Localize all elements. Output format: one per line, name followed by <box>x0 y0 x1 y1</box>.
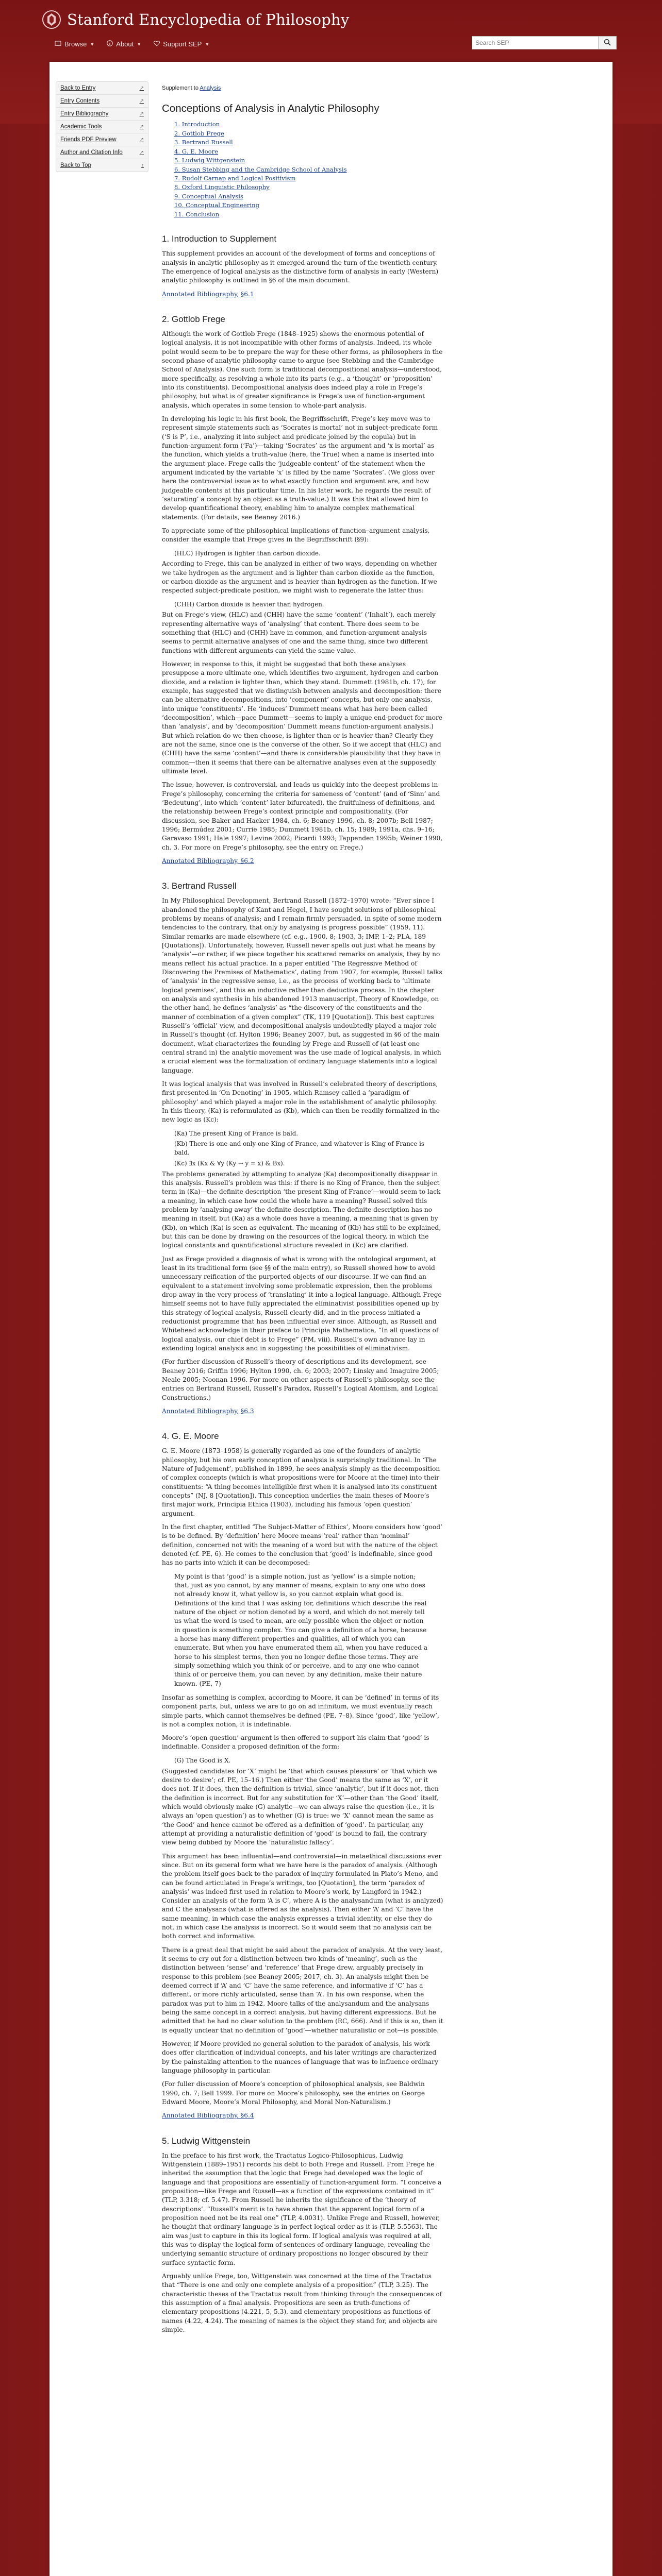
top-navigation <box>51 37 213 51</box>
bibliography-link[interactable]: Annotated Bibliography, §6.2 <box>162 857 254 865</box>
paragraph: Although the work of Gottlob Frege (1848–1925) shows the enormous potential of logical analysis, it is not incompatible with other forms of analysis. Indeed, its whole point would seem to be to prepare the way for these other forms, as philosophers in the second phase of analytic philosophy came to argue (see Stebbing and the Cambridge School of Analysis). One such form is traditional decompositional analysis—understood, more specifically, as resolving a whole into its parts (e.g., a ‘thought’ or ‘proposition’ into its constituents). Decompositional analysis does indeed play a role in Frege’s philosophy, but what is of greater significance is Frege’s use of function-argument analysis, which operates in some tension to whole-part analysis. <box>162 330 443 409</box>
toc-link[interactable]: 6. Susan Stebbing and the Cambridge School of Analysis <box>174 165 347 173</box>
toc-link[interactable]: 3. Bertrand Russell <box>174 139 233 146</box>
example-sentence: (CHH) Carbon dioxide is heavier than hydrogen. <box>174 600 324 608</box>
supplement-link[interactable]: Analysis <box>200 85 221 91</box>
arrow-icon: ↗ <box>139 111 144 117</box>
toc-item <box>174 210 443 218</box>
search-button[interactable] <box>598 36 617 49</box>
section-heading-moore: 4. G. E. Moore <box>162 1431 219 1442</box>
sidebar-item-author-citation[interactable] <box>56 146 148 159</box>
sidebar-item-friends-pdf[interactable] <box>56 133 148 146</box>
bibliography-link[interactable]: Annotated Bibliography, §6.3 <box>162 1407 254 1415</box>
chevron-down-icon: ▼ <box>137 41 142 47</box>
arrow-icon: ↗ <box>139 149 144 156</box>
section-heading-russell: 3. Bertrand Russell <box>162 881 237 891</box>
toc-link[interactable]: 8. Oxford Linguistic Philosophy <box>174 183 270 191</box>
toc-item <box>174 156 443 164</box>
section-heading-wittgenstein: 5. Ludwig Wittgenstein <box>162 2136 251 2146</box>
supplement-prefix: Supplement to <box>162 85 198 91</box>
bibliography-link[interactable]: Annotated Bibliography, §6.4 <box>162 2112 254 2120</box>
sidebar-item-label: Friends PDF Preview <box>60 137 117 143</box>
sidebar-item-label: Back to Top <box>60 162 91 168</box>
section-heading-frege: 2. Gottlob Frege <box>162 314 225 324</box>
site-header <box>41 9 621 36</box>
paragraph: Moore’s ‘open question’ argument is then offered to support his claim that ‘good’ is indefinable. Consider a proposed definition of the form: <box>162 1734 429 1751</box>
toc-item <box>174 147 443 156</box>
toc-item <box>174 183 443 191</box>
example-formula: (Kc) ∃x (Kx & ∀y (Ky → y = x) & Bx). <box>174 1159 285 1167</box>
supplement-line <box>162 84 443 93</box>
paragraph: However, if Moore provided no general solution to the paradox of analysis, his work does offer clarification of individual concepts, and his later writings are characterized by the painstaking attention to the nuances of language that was to influence ordinary language philosophy in particular. <box>162 2040 438 2075</box>
paragraph: To appreciate some of the philosophical implications of function–argument analysis, consider the example that Frege gives in the Begriffsschrift (§9): <box>162 527 430 544</box>
toc-link[interactable]: 4. G. E. Moore <box>174 147 219 155</box>
toc-item <box>174 165 443 174</box>
toc-link[interactable]: 7. Rudolf Carnap and Logical Positivism <box>174 174 296 182</box>
section-heading-intro: 1. Introduction to Supplement <box>162 234 277 244</box>
paragraph: Insofar as something is complex, according to Moore, it can be ‘defined’ in terms of its component parts, but, unless we are to go on ad infinitum, we must eventually reach simple parts, which cannot themselves be defined (PE, 7–8). Since ‘good’, like ‘yellow’, is not a complex notion, it is indefinable. <box>162 1693 439 1728</box>
paragraph: In the preface to his first work, the Tractatus Logico-Philosophicus, Ludwig Wittgenstein (1889–1951) records his debt to both Frege and Russell. From Frege he inherited the assumption that the logic that Frege had developed was the logic of language and that propositions are essentially of function-argument form. “I conceive a proposition—like Frege and Russell—as a function of the expressions contained in it” (TLP, 3.318; cf. 5.47). From Russell he inherits the significance of the ‘theory of descriptions’. “Russell’s merit is to have shown that the apparent logical form of a proposition need not be its real one” (TLP, 4.0031). Unlike Frege and Russell, however, he thought that ordinary language is in perfect logical order as it is (TLP, 5.5563). The aim was just to capture in this its logical form. If logical analysis was required at all, this was to display the logical form of sentences of ordinary language, revealing the underlying semantic structure of ordinary propositions no longer obscured by their surface syntactic form. <box>162 2151 442 2266</box>
paragraph: This argument has been influential—and controversial—in metaethical discussions ever since. But on its general form what we have here is the paradox of analysis. (Although the problem itself goes back to the paradox of inquiry formulated in Plato’s Meno, and can be found articulated in Frege’s writings, too [Quotation], the term ‘paradox of analysis’ was indeed first used in relation to Moore’s work, by Langford in 1942.) Consider an analysis of the form ‘A is C’, where A is the analysandum (what is analyzed) and C the analysans (what is offered as the analysis). Then either ‘A’ and ‘C’ have the same meaning, in which case the analysis expresses a trivial identity, or else they do not, in which case the analysis is incorrect. So it would seem that no analysis can be both correct and informative. <box>162 1852 443 1940</box>
paragraph: G. E. Moore (1873–1958) is generally regarded as one of the founders of analytic philosophy, but his own early conception of analysis is surprisingly traditional. In ‘The Nature of Judgement’, published in 1899, he sees analysis simply as the decomposition of complex concepts (which is what propositions were for Moore at the time) into their constituents: “A thing becomes intelligible first when it is analysed into its constituent concepts” (NJ, 8 [Quotation]). This conception underlies the main theses of Moore’s first major work, Principia Ethica (1903), including his famous ‘open question’ argument. <box>162 1447 440 1517</box>
example-sentence: (G) The Good is X. <box>174 1756 231 1764</box>
paragraph: But on Frege’s view, (HLC) and (CHH) have the same ‘content’ (‘Inhalt’), each merely representing alternative ways of ‘analysing’ that content. There does seem to be something that (HLC) and (CHH) have in common, and function-argument analysis seems to permit alternative analyses of one and the same thing, since two different functions with different arguments can yield the same value. <box>162 611 436 654</box>
paragraph: In developing his logic in his first book, the Begriffsschrift, Frege’s key move was to represent simple statements such as ‘Socrates is mortal’ not in subject-predicate form (‘S is P’, i.e., analyzing it into subject and predicate joined by the copula) but in function-argument form (‘Fa’)—taking ‘Socrates’ as the argument and ‘x is mortal’ as the function, which yields a truth-value (here, the True) when a name is inserted into the argument place. Frege calls the ‘judgeable content’ of the statement when the argument indicated by the variable ‘x’ is filled by the name ‘Socrates’. (We gloss over here the controversial issue as to what exactly function and argument are, and how judgeable contents at this particular time. In his later work, he regards the result of ‘saturating’ a concept by an object as a truth-value.) It was this that allowed him to develop quantificational theory, enabling him to analyze complex mathematical statements. (For details, see Beaney 2016.) <box>162 415 438 521</box>
arrow-icon: ↗ <box>139 124 144 130</box>
book-icon <box>55 40 61 48</box>
toc-item <box>174 129 443 138</box>
sidebar-item-back-to-top[interactable] <box>56 159 148 172</box>
toc-link[interactable]: 10. Conceptual Engineering <box>174 201 260 209</box>
toc-link[interactable]: 9. Conceptual Analysis <box>174 192 243 200</box>
paragraph: The issue, however, is controversial, and leads us quickly into the deepest problems in Frege’s philosophy, concerning the criteria for sameness of ‘content’ (and of ‘Sinn’ and ‘Bedeutung’, into which ‘content’ later bifurcated), the fruitfulness of definitions, and the relationship between Frege’s context principle and compositionality. (For discussion, see Baker and Hacker 1984, ch. 6; Beaney 1996, ch. 8; 2007b; Bell 1987; 1996; Bermúdez 2001; Currie 1985; Dummett 1981b, ch. 15; 1989; 1991a, chs. 9–16; Garavaso 1991; Hale 1997; Levine 2002; Picardi 1993; Tappenden 1995b; Weiner 1990, ch. 3. For more on Frege’s philosophy, see the entry on Frege.) <box>162 781 443 851</box>
paragraph: This supplement provides an account of the development of forms and conceptions of analysis in analytic philosophy as it emerged around the turn of the twentieth century. The emergence of logical analysis as the distinctive form of analysis in early (Western) analytic philosophy is outlined in §6 of the main document. <box>162 250 439 284</box>
paragraph: Just as Frege provided a diagnosis of what is wrong with the ontological argument, at least in its traditional form (see §§ of the main entry), so Russell showed how to avoid unnecessary reification of the purported objects of our discourse. If we can find an equivalent to a statement involving some problematic expression, then the problems drop away in the very process of ‘translating’ it into a logical language. Although Frege himself seems not to have fully appreciated the eliminativist possibilities opened up by this strategy of logical analysis, Russell clearly did, and in the process initiated a reductionist programme that has been influential ever since. Although, as Russell and Whitehead acknowledge in their preface to Principia Mathematica, “In all questions of logical analysis, our chief debt is to Frege” (PM, viii). Russell’s own advance lay in extending logical analysis and in suggesting the possibilities of eliminativism. <box>162 1255 442 1352</box>
site-title: Stanford Encyclopedia of Philosophy <box>67 11 350 28</box>
example-sentence: (Ka) The present King of France is bald. <box>174 1129 299 1137</box>
sidebar-item-label: Academic Tools <box>60 124 102 130</box>
site-logo[interactable] <box>41 9 621 30</box>
toc-link[interactable]: 5. Ludwig Wittgenstein <box>174 157 245 164</box>
arrow-up-icon: ↑ <box>141 162 144 168</box>
table-of-contents <box>174 120 443 218</box>
sidebar-item-entry-contents[interactable] <box>56 95 148 108</box>
nav-browse-label: Browse <box>64 40 87 48</box>
paragraph: Arguably unlike Frege, too, Wittgenstein was concerned at the time of the Tractatus that “There is one and only one complete analysis of a proposition” (TLP, 3.25). The characteristic theses of the Tractatus result from thinking through the consequences of this assumption of a final analysis. Propositions are seen as truth-functions of elementary propositions (4.221, 5, 5.3), and elementary propositions as functions of names (4.22, 4.24). The meaning of names is the object they stand for, and objects are simple. <box>162 2273 442 2334</box>
nav-about-label: About <box>116 40 134 48</box>
search-input[interactable] <box>472 36 598 49</box>
toc-link[interactable]: 1. Introduction <box>174 121 220 128</box>
chevron-down-icon: ▼ <box>205 41 210 47</box>
toc-item <box>174 174 443 182</box>
block-quote: My point is that ‘good’ is a simple notion, just as ‘yellow’ is a simple notion; that, just as you cannot, by any manner of means, explain to any one who does not already know it, what yellow is, so you cannot explain what good is. Definitions of the kind that I was asking for, definitions which describe the real nature of the object or notion denoted by a word, and which do not merely tell us what the word is used to mean, are only possible when the object or notion in question is something complex. You can give a definition of a horse, because a horse has many different properties and qualities, all of which you can enumerate. But when you have enumerated them all, when you have reduced a horse to his simplest terms, then you no longer define those terms. They are simply something which you think of or perceive, and to any one who cannot think of or perceive them, you can never, by any definition, make their nature known. (PE, 7) <box>174 1572 428 1687</box>
sidebar-item-label: Entry Bibliography <box>60 111 109 117</box>
nav-support-label: Support SEP <box>163 40 202 48</box>
paragraph: In the first chapter, entitled ‘The Subject-Matter of Ethics’, Moore considers how ‘good’ is to be defined. By ‘definition’ here Moore means ‘real’ rather than ‘nominal’ definition, concerned not with the meaning of a word but with the nature of the object denoted (cf. PE, 6). He comes to the conclusion that ‘good’ is indefinable, since good has no parts into which it can be decomposed: <box>162 1523 442 1567</box>
bibliography-link[interactable]: Annotated Bibliography, §6.1 <box>162 290 254 298</box>
sidebar-item-entry-bibliography[interactable] <box>56 108 148 121</box>
paragraph: (For fuller discussion of Moore’s conception of philosophical analysis, see Baldwin 1990, ch. 7; Bell 1999. For more on Moore’s philosophy, see the entries on George Edward Moore, Moore’s Moral Philosophy, and Moral Non-Naturalism.) <box>162 2080 425 2106</box>
nav-support[interactable] <box>150 37 213 51</box>
sidebar-item-back-to-entry[interactable] <box>56 82 148 95</box>
paragraph: The problems generated by attempting to analyze (Ka) decompositionally disappear in this analysis. Russell’s problem was this: if there is no King of France, then the subject term in (Ka)—the definite description ‘the present King of France’—would seem to lack a meaning, in which case how could the whole have a meaning? Russell solved this problem by ‘analysing away’ the definite description. The definite description has no meaning in itself, but (Ka) as a whole does have a meaning, a meaning that is given by (Kb), on which (Ka) is seen as equivalent. The meaning of (Kb) has still to be explained, but this can be done by drawing on the resources of the logical theory, in which the logical constants and quantificational structure revealed in (Kc) are clarified. <box>162 1170 441 1249</box>
toc-item <box>174 120 443 128</box>
paragraph: (For further discussion of Russell’s theory of descriptions and its development, see Beaney 2016; Griffin 1996; Hylton 1990, ch. 6; 2003; 2007; Linsky and Imaguire 2005; Neale 2005; Noonan 1996. For more on other aspects of Russell’s philosophy, see the entries on Bertrand Russell, Russell’s Paradox, Russell’s Logical Atomism, and Logical Constructions.) <box>162 1358 439 1401</box>
support-icon <box>154 40 160 48</box>
sidebar-item-label: Back to Entry <box>60 85 96 91</box>
article-content <box>162 81 443 2339</box>
paragraph: There is a great deal that might be said about the paradox of analysis. At the very least, it seems to cry out for a distinction between two kinds of ‘meaning’, such as the distinction between ‘sense’ and ‘reference’ that Frege drew, arguably precisely in response to this problem (see Beaney 2005; 2017, ch. 3). An analysis might then be deemed correct if ‘A’ and ‘C’ have the same reference, and informative if ‘C’ has a different, or more richly articulated, sense than ‘A’. In his own response, when the paradox was put to him in 1942, Moore talks of the analysandum and the analysans being the same concept in a correct analysis, but having different expressions. But he admitted that he had no clear solution to the problem (RC, 666). And if this is so, then it is equally unclear that no definition of ‘good’—whether naturalistic or not—is possible. <box>162 1946 443 2034</box>
paragraph: It was logical analysis that was involved in Russell’s celebrated theory of descriptions, first presented in ‘On Denoting’ in 1905, which Ramsey called a ‘paradigm of philosophy’ and which played a major role in the establishment of analytic philosophy. In this theory, (Ka) is reformulated as (Kb), which can then be readily formalized in the new logic as (Kc): <box>162 1080 440 1124</box>
article-page <box>49 62 613 2576</box>
toc-item <box>174 201 443 209</box>
toc-link[interactable]: 2. Gottlob Frege <box>174 129 224 137</box>
nav-browse[interactable] <box>51 37 98 51</box>
paragraph: However, in response to this, it might be suggested that both these analyses presuppose a more ultimate one, which identifies two argument, hydrogen and carbon dioxide, and a relation is lighter than, which they stand. Dummett (1981b, ch. 17), for example, has suggested that we distinguish between analysis and decomposition: there can be alternative decompositions, into ‘component’ concepts, but only one analysis, into unique ‘constituents’. He ‘induces’ Dummett means what has here been called ‘decomposition’, which—pace Dummett—seems to imply a unique end-product for more than ‘analysis’, and by ‘decomposition’ Dummett means function-argument analysis.) But which relation do we then choose, is lighter than or is heavier than? Clearly they are not the same, since one is the converse of the other. So if we accept that (HLC) and (CHH) have the same ‘content’—and there is considerable plausibility that they have in common—then it seems that there can be alternative analyses even at the supposedly ultimate level. <box>162 660 442 775</box>
page-title: Conceptions of Analysis in Analytic Philosophy <box>162 102 379 114</box>
example-sentence: (Kb) There is one and only one King of France, and whatever is King of France is bald. <box>174 1140 424 1157</box>
paragraph: In My Philosophical Development, Bertrand Russell (1872–1970) wrote: “Ever since I abandoned the philosophy of Kant and Hegel, I have sought solutions of philosophical problems by means of analysis; and I remain firmly persuaded, in spite of some modern tendencies to the contrary, that only by analysing is progress possible” (1959, 11). Similar remarks are made elsewhere (cf. e.g., 1900, 8; 1903, 3; IMP, 1–2; PLA, 189 [Quotations]). Unfortunately, however, Russell never spells out just what he means by ‘analysis’—or rather, if we piece together his scattered remarks on analysis, they by no means reflect his actual practice. In a paper entitled ‘The Regressive Method of Discovering the Premises of Mathematics’, dating from 1907, for example, Russell talks of ‘analysis’ in the regressive sense, i.e., as the process of working back to ‘ultimate logical premises’, and this an inductive rather than deductive process. In the chapter on analysis and synthesis in his abandoned 1913 manuscript, Theory of Knowledge, on the other hand, he defines ‘analysis’ as “the discovery of the constituents and the manner of combination of a given complex” (TK, 119 [Quotation]). This best captures Russell’s ‘official’ view, and decompositional analysis undoubtedly played a major role in Russell’s thought (cf. Hylton 1996; Beaney 2007, but, as suggested in §6 of the main document, what characterizes the founding by Frege and Russell of (at least one central strand in) the analytic movement was the use made of logical analysis, in which a crucial element was the formalization of ordinary language statements into a logical language. <box>162 897 442 1074</box>
entry-sidebar <box>56 81 148 172</box>
toc-link[interactable]: 11. Conclusion <box>174 210 220 218</box>
sidebar-item-label: Entry Contents <box>60 98 100 104</box>
toc-item <box>174 138 443 146</box>
search-icon <box>604 39 611 47</box>
arrow-icon: ↗ <box>139 98 144 104</box>
sidebar-item-label: Author and Citation Info <box>60 149 123 156</box>
nav-about[interactable] <box>103 37 145 51</box>
paragraph: According to Frege, this can be analyzed in either of two ways, depending on whether we take hydrogen as the argument and is lighter than carbon dioxide as the function, or carbon dioxide as the argument and is heavier than hydrogen as the function. If we respected subject-predicate position, we might wish to regenerate the latter thus: <box>162 560 437 595</box>
sidebar-item-academic-tools[interactable] <box>56 121 148 133</box>
toc-item <box>174 192 443 200</box>
example-sentence: (HLC) Hydrogen is lighter than carbon dioxide. <box>174 549 321 557</box>
arrow-icon: ↗ <box>139 137 144 143</box>
paragraph: (Suggested candidates for ‘X’ might be ‘that which causes pleasure’ or ‘that which we desire to desire’; cf. PE, 15–16.) Then either ‘the Good’ means the same as ‘X’, or it does not. If it does, then the definition is trivial, since ‘analytic’, but if it does not, then the definition is incorrect. But for any substitution for ‘X’—other than ‘the Good’ itself, which would obviously make (G) analytic—we can always raise the question (i.e., it is always an ‘open question’) as to whether (G) is true: we ‘X’ cannot mean the same as ‘the Good’ and hence cannot be offered as a definition of ‘good’. In particular, any attempt at providing a naturalistic definition of ‘good’ is bound to fail, the contrary view being dubbed by Moore the ‘naturalistic fallacy’. <box>162 1767 439 1846</box>
search-form <box>472 36 619 50</box>
info-icon <box>107 40 113 48</box>
arrow-icon: ↗ <box>139 85 144 91</box>
seal-icon <box>41 9 62 30</box>
chevron-down-icon: ▼ <box>90 41 95 47</box>
